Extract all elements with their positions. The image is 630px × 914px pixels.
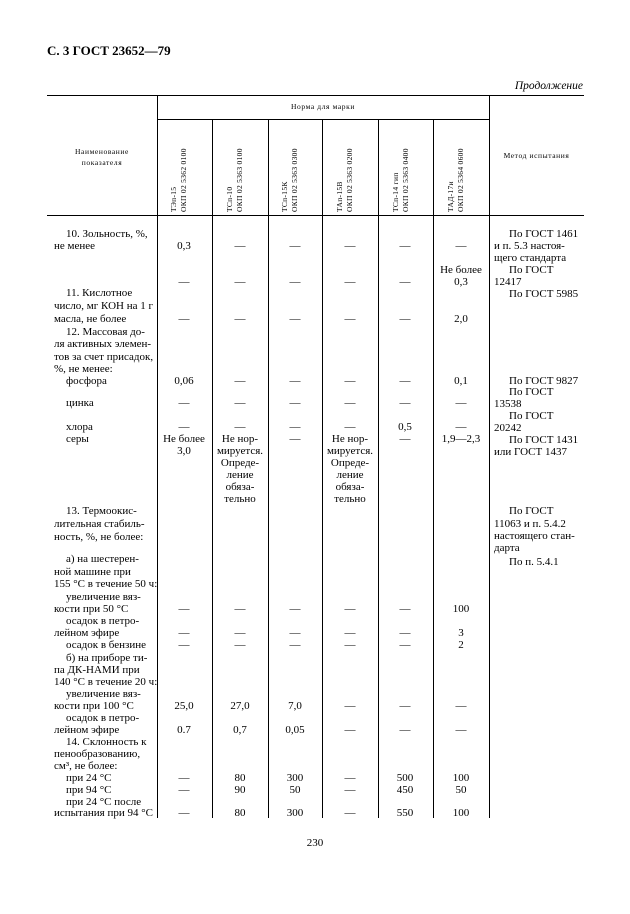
grade-header: ТСп-14 гип ОКП 02 5363 0400 xyxy=(391,148,410,212)
col-rule xyxy=(157,95,158,818)
page-header: С. 3 ГОСТ 23652—79 xyxy=(47,43,171,58)
col-rule xyxy=(268,119,269,818)
col-rule xyxy=(212,119,213,818)
header-bottom-rule xyxy=(47,215,584,216)
header-method: Метод испытания xyxy=(503,151,570,160)
grade-header: ТАп-15В ОКП 02 5363 0200 xyxy=(335,148,354,212)
col-rule xyxy=(378,119,379,818)
norm-header-rule xyxy=(157,119,489,120)
col-rule xyxy=(489,95,490,818)
header-name: Наименование показателя xyxy=(75,147,129,167)
grade-header: ТСп-10 ОКП 02 5363 0100 xyxy=(225,148,244,212)
table-top-rule xyxy=(47,95,584,96)
continuation-label: Продолжение xyxy=(514,80,583,92)
grade-header: ТАД-17и ОКП 02 5364 0600 xyxy=(446,148,465,212)
grade-header: ТСп-15К ОКП 02 5363 0300 xyxy=(280,148,299,212)
header-norm: Норма для марки xyxy=(290,102,356,111)
page-number: 230 xyxy=(306,837,324,849)
col-rule xyxy=(433,119,434,818)
col-rule xyxy=(322,119,323,818)
grade-header: ТЭп-15 ОКП 02 5362 0100 xyxy=(169,148,188,212)
